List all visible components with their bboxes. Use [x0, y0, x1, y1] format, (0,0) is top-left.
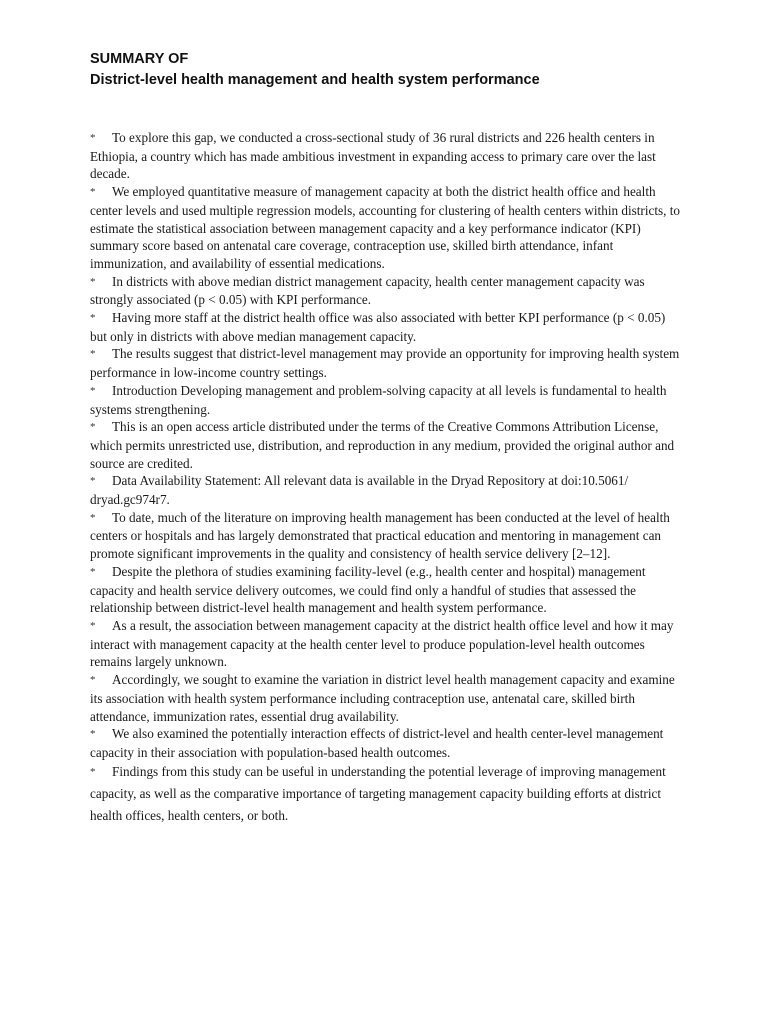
list-item: [90, 671, 682, 725]
asterisk-bullet-icon: *: [90, 565, 96, 578]
list-item: [90, 509, 682, 563]
bullet-text: Accordingly, we sought to examine the variation in district level health management capacity and examine its association with health system performance including contraception use, antenatal care, skilled birth attendance, immunization rates, essential drug availability.: [90, 672, 675, 724]
asterisk-bullet-icon: *: [90, 312, 96, 325]
list-item: [90, 761, 682, 827]
asterisk-bullet-icon: *: [90, 421, 96, 434]
asterisk-bullet-icon: *: [90, 475, 96, 488]
list-item: [90, 563, 682, 617]
bullet-text: To date, much of the literature on improving health management has been conducted at the level of health centers or hospitals and has largely demonstrated that practical education and mentoring in management can promote significant improvements in the quality and consistency of health service delivery [2–12].: [90, 509, 670, 562]
list-item: [90, 183, 682, 273]
asterisk-bullet-icon: *: [90, 348, 96, 361]
list-item: [90, 309, 682, 345]
summary-label: SUMMARY OF: [90, 51, 189, 67]
list-item: [90, 418, 682, 472]
summary-bullet-list: [90, 129, 682, 827]
bullet-text: Despite the plethora of studies examining facility-level (e.g., health center and hospital) management capacity and health service delivery outcomes, we could find only a handful of studies that assessed the relationship between district-level health management and health system performance.: [90, 563, 646, 616]
bullet-text: Having more staff at the district health office was also associated with better KPI performance (p < 0.05) but only in districts with above median management capacity.: [90, 310, 666, 344]
document-heading: [90, 49, 730, 91]
asterisk-bullet-icon: *: [90, 728, 96, 741]
list-item: [90, 617, 682, 671]
bullet-text: We also examined the potentially interaction effects of district-level and health center-level management capacity in their association with population-based health outcomes.: [90, 726, 664, 760]
document-title: District-level health management and health system performance: [90, 72, 540, 88]
bullet-text: The results suggest that district-level management may provide an opportunity for improving health system performance in low-income country settings.: [90, 346, 680, 381]
list-item: [90, 725, 682, 761]
list-item: [90, 472, 682, 508]
asterisk-bullet-icon: *: [90, 186, 96, 199]
list-item: [90, 382, 682, 418]
list-item: [90, 129, 682, 183]
bullet-text: Introduction Developing management and problem-solving capacity at all levels is fundamental to health systems strengthening.: [90, 382, 667, 417]
asterisk-bullet-icon: *: [90, 275, 96, 288]
bullet-text: We employed quantitative measure of management capacity at both the district health office and health center levels and used multiple regression models, accounting for clustering of health centers within districts, to estimate the statistical association between management capacity and a key performance indicator (KPI) summary score based on antenatal care coverage, contraception use, skilled birth attendance, infant immunization, and availability of essential medications.: [90, 184, 680, 271]
bullet-text: To explore this gap, we conducted a cross-sectional study of 36 rural districts and 226 health centers in Ethiopia, a country which has made ambitious investment in expanding access to primary care over the last decade.: [90, 130, 656, 182]
asterisk-bullet-icon: *: [90, 132, 96, 144]
bullet-text: This is an open access article distributed under the terms of the Creative Commons Attribution License, which permits unrestricted use, distribution, and reproduction in any medium, provided the original author and source are credited.: [90, 419, 675, 471]
asterisk-bullet-icon: *: [90, 619, 96, 632]
bullet-text: Data Availability Statement: All relevant data is available in the Dryad Repository at doi:10.5061/ dryad.gc974r7.: [90, 473, 629, 508]
asterisk-bullet-icon: *: [90, 511, 96, 524]
bullet-text: Findings from this study can be useful in understanding the potential leverage of improving management capacity, as well as the comparative importance of targeting management capacity building efforts at district health offices, health centers, or both.: [90, 763, 666, 823]
asterisk-bullet-icon: *: [90, 674, 96, 687]
asterisk-bullet-icon: *: [90, 765, 96, 778]
bullet-text: In districts with above median district management capacity, health center management capacity was strongly associated (p < 0.05) with KPI performance.: [90, 273, 645, 308]
list-item: [90, 345, 682, 381]
list-item: [90, 273, 682, 309]
bullet-text: As a result, the association between management capacity at the district health office level and how it may interact with management capacity at the health center level to produce population-level health outcomes remains largely unknown.: [90, 617, 674, 670]
asterisk-bullet-icon: *: [90, 384, 96, 397]
